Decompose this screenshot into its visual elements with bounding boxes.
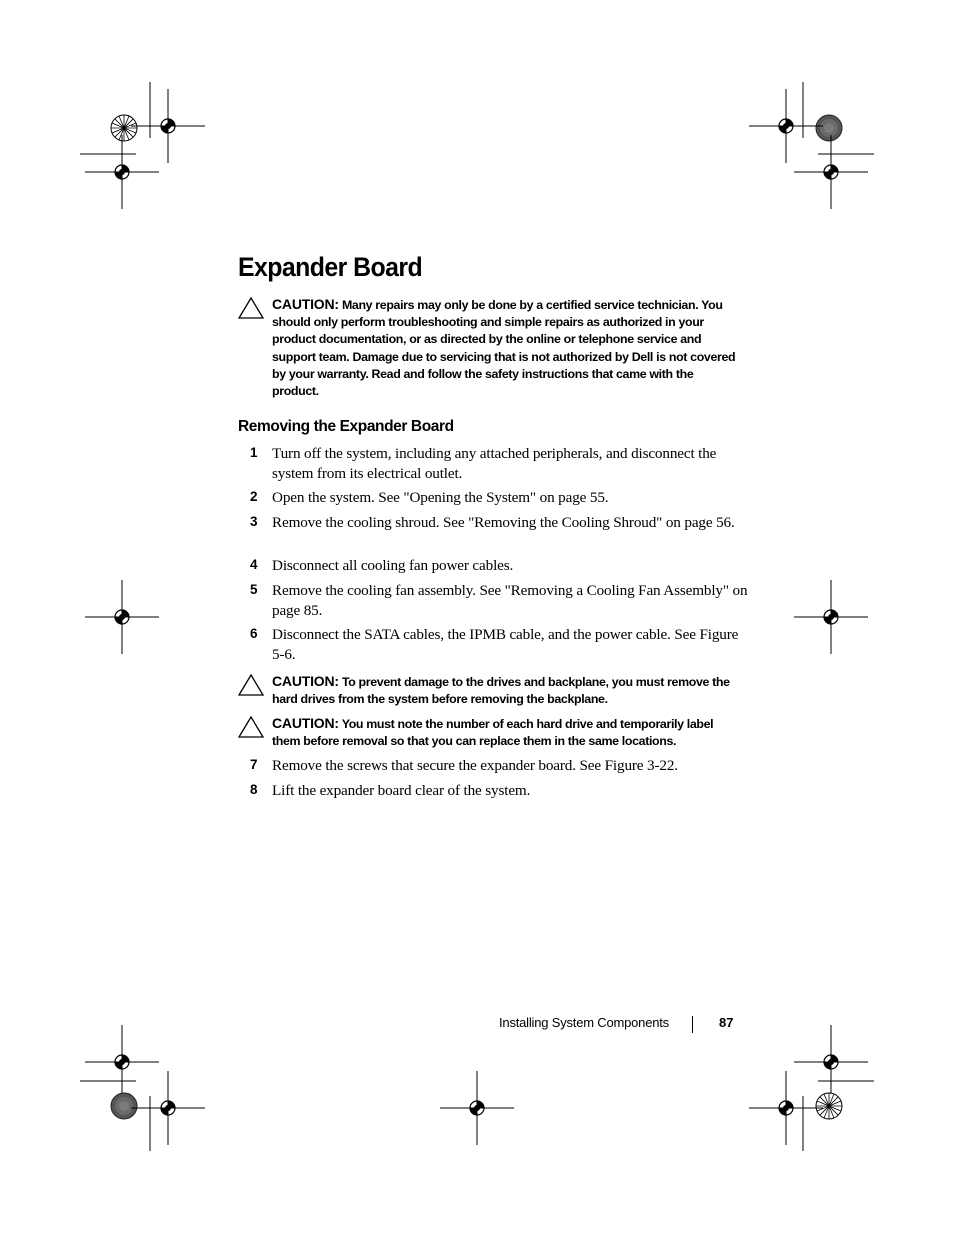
step-number: 2	[250, 489, 258, 504]
footer-section-name: Installing System Components	[499, 1015, 669, 1030]
list-item	[238, 444, 748, 483]
step-text: Lift the expander board clear of the system.	[272, 782, 531, 799]
list-item	[238, 556, 748, 576]
caution-notice	[238, 296, 738, 400]
caution-icon	[238, 297, 264, 319]
step-text: Remove the screws that secure the expander board. See Figure 3-22.	[272, 757, 678, 774]
step-text: Remove the cooling fan assembly. See "Removing a Cooling Fan Assembly" on page 85.	[272, 582, 748, 619]
footer-separator	[692, 1016, 693, 1033]
step-text: Turn off the system, including any attached peripherals, and disconnect the system from its electrical outlet.	[272, 445, 717, 482]
list-item	[238, 513, 748, 533]
caution-text: To prevent damage to the drives and backplane, you must remove the hard drives from the system before removing the backplane.	[272, 675, 730, 707]
caution-icon	[238, 716, 264, 738]
list-item	[238, 756, 748, 776]
step-text: Disconnect the SATA cables, the IPMB cable, and the power cable. See Figure 5-6.	[272, 626, 739, 663]
caution-label: CAUTION:	[272, 715, 339, 731]
step-text: Disconnect all cooling fan power cables.	[272, 557, 514, 574]
caution-notice	[238, 715, 738, 750]
page-number: 87	[719, 1015, 734, 1030]
caution-icon	[238, 674, 264, 696]
list-item	[238, 781, 748, 801]
step-number: 8	[250, 782, 258, 797]
step-text: Open the system. See "Opening the System" on page 55.	[272, 489, 609, 506]
page-title: Expander Board	[238, 252, 423, 282]
step-text: Remove the cooling shroud. See "Removing the Cooling Shroud" on page 56.	[272, 514, 735, 531]
caution-notice	[238, 673, 738, 708]
caution-label: CAUTION:	[272, 296, 339, 312]
list-item	[238, 625, 748, 664]
list-item	[238, 581, 748, 620]
step-number: 3	[250, 514, 258, 529]
step-number: 1	[250, 445, 258, 460]
step-number: 4	[250, 557, 258, 572]
caution-label: CAUTION:	[272, 673, 339, 689]
list-item	[238, 488, 748, 508]
step-number: 5	[250, 582, 258, 597]
step-number: 6	[250, 626, 258, 641]
step-number: 7	[250, 757, 258, 772]
caution-text: Many repairs may only be done by a certified service technician. You should only perform troubleshooting and simple repairs as authorized in your product documentation, or as directed by the online or telephone service and support team. Damage due to servicing that is not authorized by Dell is not covered by your warranty. Read and follow the safety instructions that came with the product.	[272, 298, 736, 399]
section-heading: Removing the Expander Board	[238, 418, 454, 435]
caution-text: You must note the number of each hard drive and temporarily label them before removal so that you can replace them in the same locations.	[272, 717, 714, 749]
